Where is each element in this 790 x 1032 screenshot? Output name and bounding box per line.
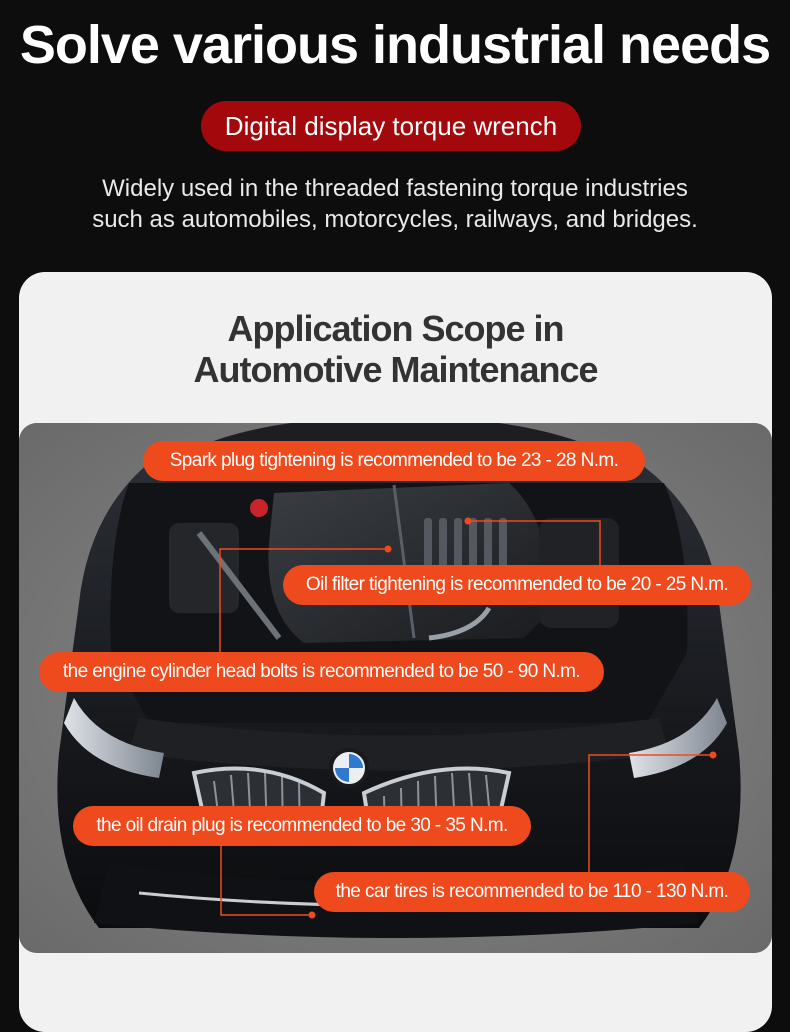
description	[0, 173, 790, 235]
engine-cover	[268, 483, 549, 643]
page-title: Solve various industrial needs	[19, 15, 771, 75]
card-title	[19, 308, 772, 390]
callout-oil-drain-plug: the oil drain plug is recommended to be 30 - 35 N.m.	[73, 806, 531, 846]
reservoir-cap	[250, 499, 268, 517]
card-title-line-1: Application Scope in	[227, 308, 564, 349]
callout-cylinder-head-bolts: the engine cylinder head bolts is recommended to be 50 - 90 N.m.	[39, 652, 604, 692]
callout-oil-filter: Oil filter tightening is recommended to be 20 - 25 N.m.	[283, 565, 751, 605]
product-label-badge: Digital display torque wrench	[201, 101, 581, 151]
description-line-2: such as automobiles, motorcycles, railways, and bridges.	[92, 206, 698, 233]
description-line-1: Widely used in the threaded fastening torque industries	[102, 175, 688, 202]
callout-spark-plug: Spark plug tightening is recommended to be 23 - 28 N.m.	[143, 441, 645, 481]
card-title-line-2: Automotive Maintenance	[193, 349, 598, 390]
callout-car-tires: the car tires is recommended to be 110 - 130 N.m.	[314, 872, 750, 912]
